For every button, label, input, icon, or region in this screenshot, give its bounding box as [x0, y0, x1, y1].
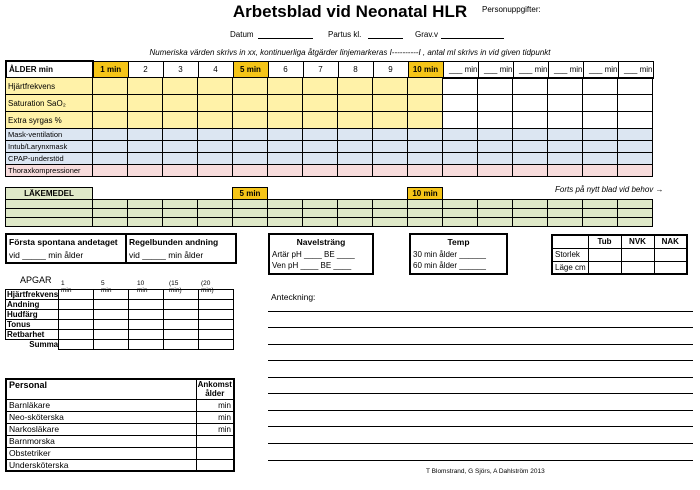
- medicine-cell[interactable]: [548, 209, 583, 218]
- apgar-row-label: Hudfärg: [6, 310, 59, 320]
- vital-cell[interactable]: [198, 112, 233, 129]
- intervention-cell[interactable]: [618, 129, 653, 141]
- intervention-cell[interactable]: [373, 141, 408, 153]
- col-3: 3: [163, 61, 198, 78]
- vital-cell[interactable]: [513, 95, 548, 112]
- apgar-cell[interactable]: [129, 290, 164, 300]
- vital-cell[interactable]: [408, 78, 443, 95]
- intervention-cell[interactable]: [373, 165, 408, 177]
- intervention-row-label: Intub/Larynxmask: [6, 141, 93, 153]
- note-line[interactable]: [268, 443, 693, 444]
- apgar-cell[interactable]: [94, 340, 129, 350]
- vital-cell[interactable]: [478, 78, 513, 95]
- vital-cell[interactable]: [198, 78, 233, 95]
- tube-header-nvk: NVK: [621, 235, 654, 248]
- intervention-cell[interactable]: [303, 129, 338, 141]
- first-breath-value[interactable]: vid _____ min ålder: [9, 250, 84, 260]
- medicine-name-cell[interactable]: [6, 209, 93, 218]
- vital-cell[interactable]: [548, 112, 583, 129]
- partus-label: Partus kl.: [328, 30, 362, 39]
- medicine-cell[interactable]: [443, 218, 478, 227]
- medicine-cell[interactable]: [268, 200, 303, 209]
- intervention-cell[interactable]: [618, 141, 653, 153]
- intervention-row-label: Mask-ventilation: [6, 129, 93, 141]
- vital-cell[interactable]: [163, 112, 198, 129]
- medicine-cell[interactable]: [338, 200, 373, 209]
- note-line[interactable]: [268, 393, 693, 394]
- medicine-cell[interactable]: [583, 209, 618, 218]
- personnel-arrival[interactable]: min: [196, 423, 234, 435]
- personnel-row[interactable]: Neo-sköterska: [6, 411, 196, 423]
- col-extra-4: ___ min: [548, 61, 583, 78]
- intervention-cell[interactable]: [268, 141, 303, 153]
- apgar-row-label: Summa: [29, 340, 59, 350]
- col-4: 4: [198, 61, 233, 78]
- apgar-row-label: Retbarhet: [6, 330, 59, 340]
- apgar-cell[interactable]: [94, 330, 129, 340]
- col-extra-1: ___ min: [443, 61, 478, 78]
- note-line[interactable]: [268, 344, 693, 345]
- personnel-arrival[interactable]: min: [196, 411, 234, 423]
- vital-cell[interactable]: [303, 78, 338, 95]
- note-line[interactable]: [268, 426, 693, 427]
- apgar-cell[interactable]: [164, 340, 199, 350]
- medicine-cell[interactable]: [198, 209, 233, 218]
- intervention-cell[interactable]: [93, 141, 128, 153]
- col-7: 7: [303, 61, 338, 78]
- apgar-col-label: (20 min): [201, 280, 214, 294]
- intervention-cell[interactable]: [128, 129, 163, 141]
- intervention-cell[interactable]: [338, 165, 373, 177]
- intervention-cell[interactable]: [443, 141, 478, 153]
- intervention-cell[interactable]: [303, 141, 338, 153]
- first-breath-title: Första spontana andetaget: [9, 237, 118, 247]
- main-grid-rows: [5, 77, 653, 177]
- medicine-cell[interactable]: [268, 218, 303, 227]
- apgar-cell[interactable]: [129, 310, 164, 320]
- vital-cell[interactable]: [373, 112, 408, 129]
- intervention-cell[interactable]: [513, 129, 548, 141]
- medicine-cell[interactable]: [163, 200, 198, 209]
- personnel-arrival[interactable]: [196, 459, 234, 471]
- apgar-cell[interactable]: [129, 300, 164, 310]
- medicine-cell[interactable]: [373, 218, 408, 227]
- medicine-cell[interactable]: [93, 200, 128, 209]
- medicine-10min-mark: 10 min: [408, 188, 443, 200]
- note-line[interactable]: [268, 311, 693, 312]
- temp-title: Temp: [447, 237, 470, 247]
- intervention-cell[interactable]: [408, 141, 443, 153]
- medicine-cell[interactable]: [373, 200, 408, 209]
- medicine-cell[interactable]: [373, 209, 408, 218]
- medicine-cell[interactable]: [408, 218, 443, 227]
- medicine-cell[interactable]: [618, 218, 653, 227]
- vital-cell[interactable]: [443, 95, 478, 112]
- vital-cell[interactable]: [233, 78, 268, 95]
- intervention-cell[interactable]: [478, 141, 513, 153]
- intervention-cell[interactable]: [408, 129, 443, 141]
- vital-cell[interactable]: [128, 112, 163, 129]
- col-2: 2: [128, 61, 163, 78]
- medicine-rows: [5, 199, 653, 227]
- intervention-cell[interactable]: [268, 129, 303, 141]
- personnel-arrival[interactable]: [196, 447, 234, 459]
- apgar-col-label: 10 min: [137, 280, 148, 294]
- col-1min: 1 min: [93, 61, 128, 78]
- medicine-cell[interactable]: [478, 209, 513, 218]
- apgar-cell[interactable]: [199, 290, 234, 300]
- intervention-cell[interactable]: [583, 129, 618, 141]
- vital-cell[interactable]: [163, 78, 198, 95]
- intervention-cell[interactable]: [373, 129, 408, 141]
- medicine-cell[interactable]: [478, 218, 513, 227]
- intervention-cell[interactable]: [93, 153, 128, 165]
- intervention-cell[interactable]: [548, 129, 583, 141]
- medicine-cell[interactable]: [303, 209, 338, 218]
- tube-header-nak: NAK: [654, 235, 687, 248]
- apgar-row-label: Tonus: [6, 320, 59, 330]
- medicine-cell[interactable]: [443, 200, 478, 209]
- note-line[interactable]: [268, 360, 693, 361]
- intervention-cell[interactable]: [128, 141, 163, 153]
- medicine-cell[interactable]: [443, 209, 478, 218]
- intervention-cell[interactable]: [198, 141, 233, 153]
- apgar-table: [5, 289, 234, 350]
- vital-cell[interactable]: [408, 95, 443, 112]
- navel-box: [268, 233, 374, 275]
- intervention-cell[interactable]: [478, 165, 513, 177]
- date-label: Datum: [230, 30, 254, 39]
- tube-row-size: Storlek: [552, 248, 588, 261]
- intervention-cell[interactable]: [338, 141, 373, 153]
- temp-60[interactable]: 60 min ålder ______: [413, 261, 486, 270]
- medicine-cell[interactable]: [128, 218, 163, 227]
- vital-cell[interactable]: [233, 112, 268, 129]
- vital-cell[interactable]: [93, 78, 128, 95]
- intervention-cell[interactable]: [478, 129, 513, 141]
- personnel-title: Personal: [6, 379, 196, 399]
- personnel-row[interactable]: Barnläkare: [6, 399, 196, 411]
- vital-cell[interactable]: [583, 78, 618, 95]
- apgar-cell[interactable]: [164, 320, 199, 330]
- vital-cell[interactable]: [408, 112, 443, 129]
- vital-cell[interactable]: [548, 95, 583, 112]
- vital-cell[interactable]: [583, 112, 618, 129]
- intervention-cell[interactable]: [513, 141, 548, 153]
- vital-cell[interactable]: [268, 95, 303, 112]
- col-5min: 5 min: [233, 61, 268, 78]
- vital-cell[interactable]: [338, 112, 373, 129]
- intervention-cell[interactable]: [198, 153, 233, 165]
- tube-cell[interactable]: [621, 261, 654, 274]
- continue-note: Forts på nytt blad vid behov →: [555, 185, 664, 194]
- partus-line[interactable]: [368, 38, 403, 39]
- vital-cell[interactable]: [268, 112, 303, 129]
- first-breath-box: [5, 233, 127, 264]
- medicine-cell[interactable]: [303, 200, 338, 209]
- intervention-row-label: CPAP-understöd: [6, 153, 93, 165]
- intervention-cell[interactable]: [513, 153, 548, 165]
- medicine-cell[interactable]: [408, 200, 443, 209]
- regular-breath-title: Regelbunden andning: [129, 237, 219, 247]
- intervention-cell[interactable]: [303, 165, 338, 177]
- navel-vein[interactable]: Ven pH ____ BE ____: [272, 261, 352, 270]
- intervention-cell[interactable]: [548, 153, 583, 165]
- intervention-cell[interactable]: [478, 153, 513, 165]
- grav-line[interactable]: [441, 38, 504, 39]
- vital-cell[interactable]: [268, 78, 303, 95]
- tube-cell[interactable]: [654, 248, 687, 261]
- medicine-cell[interactable]: [303, 218, 338, 227]
- medicine-cell[interactable]: [93, 209, 128, 218]
- intervention-cell[interactable]: [93, 165, 128, 177]
- medicine-cell[interactable]: [513, 200, 548, 209]
- personal-id-label: Personuppgifter:: [482, 5, 541, 14]
- medicine-cell[interactable]: [198, 200, 233, 209]
- apgar-cell[interactable]: [59, 310, 94, 320]
- apgar-cell[interactable]: [94, 310, 129, 320]
- tube-cell[interactable]: [654, 261, 687, 274]
- intervention-cell[interactable]: [338, 153, 373, 165]
- navel-title: Navelsträng: [296, 237, 346, 247]
- vital-cell[interactable]: [93, 95, 128, 112]
- personnel-row[interactable]: Narkosläkare: [6, 423, 196, 435]
- medicine-cell[interactable]: [338, 209, 373, 218]
- col-6: 6: [268, 61, 303, 78]
- medicine-cell[interactable]: [583, 200, 618, 209]
- apgar-row-label: Hjärtfrekvens: [7, 290, 59, 299]
- intervention-cell[interactable]: [583, 141, 618, 153]
- note-line[interactable]: [268, 327, 693, 328]
- intervention-cell[interactable]: [443, 129, 478, 141]
- regular-breath-box: [125, 233, 237, 264]
- intervention-cell[interactable]: [618, 165, 653, 177]
- apgar-cell[interactable]: [129, 340, 164, 350]
- intervention-cell[interactable]: [163, 153, 198, 165]
- apgar-cell[interactable]: [164, 310, 199, 320]
- col-extra-5: ___ min: [583, 61, 618, 78]
- apgar-cell[interactable]: [199, 310, 234, 320]
- vital-cell[interactable]: [478, 112, 513, 129]
- note-line[interactable]: [268, 410, 693, 411]
- medicine-cell[interactable]: [198, 218, 233, 227]
- medicine-cell[interactable]: [338, 218, 373, 227]
- vital-cell[interactable]: [303, 95, 338, 112]
- regular-breath-value[interactable]: vid _____ min ålder: [129, 250, 204, 260]
- intervention-cell[interactable]: [163, 129, 198, 141]
- tube-cell[interactable]: [621, 248, 654, 261]
- vital-cell[interactable]: [198, 95, 233, 112]
- intervention-cell[interactable]: [233, 165, 268, 177]
- medicine-cell[interactable]: [513, 218, 548, 227]
- medicine-cell[interactable]: [93, 218, 128, 227]
- intervention-cell[interactable]: [583, 165, 618, 177]
- apgar-cell[interactable]: [59, 300, 94, 310]
- intervention-cell[interactable]: [548, 141, 583, 153]
- apgar-cell[interactable]: [199, 300, 234, 310]
- medicine-5min-mark: 5 min: [233, 188, 268, 200]
- intervention-cell[interactable]: [198, 129, 233, 141]
- temp-box: [409, 233, 508, 275]
- apgar-cell[interactable]: [129, 330, 164, 340]
- apgar-cell[interactable]: [94, 320, 129, 330]
- vital-cell[interactable]: [478, 95, 513, 112]
- note-line[interactable]: [268, 377, 693, 378]
- apgar-cell[interactable]: [199, 340, 234, 350]
- vital-cell[interactable]: [163, 95, 198, 112]
- vital-cell[interactable]: [338, 95, 373, 112]
- intervention-cell[interactable]: [268, 165, 303, 177]
- intervention-cell[interactable]: [233, 129, 268, 141]
- vital-cell[interactable]: [128, 95, 163, 112]
- vital-cell[interactable]: [443, 112, 478, 129]
- intervention-cell[interactable]: [443, 153, 478, 165]
- apgar-cell[interactable]: [59, 290, 94, 300]
- vital-cell[interactable]: [338, 78, 373, 95]
- intervention-cell[interactable]: [233, 141, 268, 153]
- personnel-table: [5, 378, 235, 472]
- medicine-header: LÄKEMEDEL: [6, 188, 93, 200]
- col-extra-6: ___ min: [618, 61, 653, 78]
- medicine-cell[interactable]: [128, 200, 163, 209]
- medicine-cell[interactable]: [128, 209, 163, 218]
- vital-row-label: Saturation SaO₂: [6, 95, 93, 112]
- medicine-cell[interactable]: [548, 218, 583, 227]
- vital-cell[interactable]: [513, 78, 548, 95]
- instructions-note: Numeriska värden skrivs in xx, kontinuerliga åtgärder linjemarkeras I----------I , antal ml skrivs in vid given tidpunkt: [149, 48, 551, 57]
- apgar-cell[interactable]: [59, 320, 94, 330]
- medicine-cell[interactable]: [408, 209, 443, 218]
- medicine-cell[interactable]: [233, 209, 268, 218]
- apgar-cell[interactable]: [199, 320, 234, 330]
- personnel-row[interactable]: Undersköterska: [6, 459, 196, 471]
- vital-cell[interactable]: [513, 112, 548, 129]
- intervention-cell[interactable]: [583, 153, 618, 165]
- medicine-cell[interactable]: [233, 200, 268, 209]
- col-extra-3: ___ min: [513, 61, 548, 78]
- intervention-cell[interactable]: [93, 129, 128, 141]
- medicine-cell[interactable]: [618, 209, 653, 218]
- apgar-cell[interactable]: [164, 330, 199, 340]
- arrival-label: Ankomst ålder: [196, 379, 234, 399]
- col-10min: 10 min: [408, 61, 443, 78]
- col-extra-2: ___ min: [478, 61, 513, 78]
- temp-30[interactable]: 30 min ålder ______: [413, 250, 486, 259]
- vital-cell[interactable]: [443, 78, 478, 95]
- notes-label: Anteckning:: [271, 292, 316, 302]
- medicine-cell[interactable]: [478, 200, 513, 209]
- footer-credit: T Blomstrand, G Sjörs, A Dahlström 2013: [426, 468, 545, 475]
- intervention-cell[interactable]: [373, 153, 408, 165]
- intervention-cell[interactable]: [618, 153, 653, 165]
- apgar-row-label: Andning: [6, 300, 59, 310]
- intervention-cell[interactable]: [198, 165, 233, 177]
- apgar-cell[interactable]: [94, 300, 129, 310]
- apgar-title: APGAR: [20, 275, 52, 285]
- tube-cell[interactable]: [588, 261, 621, 274]
- personnel-arrival[interactable]: min: [196, 399, 234, 411]
- vital-cell[interactable]: [618, 112, 653, 129]
- intervention-cell[interactable]: [408, 153, 443, 165]
- apgar-cell[interactable]: [94, 290, 129, 300]
- apgar-cell[interactable]: [129, 320, 164, 330]
- intervention-cell[interactable]: [163, 165, 198, 177]
- tube-row-position: Läge cm: [552, 261, 588, 274]
- intervention-cell[interactable]: [408, 165, 443, 177]
- intervention-cell[interactable]: [338, 129, 373, 141]
- medicine-cell[interactable]: [548, 200, 583, 209]
- apgar-cell[interactable]: [164, 300, 199, 310]
- personnel-row[interactable]: Barnmorska: [6, 435, 196, 447]
- page-title: Arbetsblad vid Neonatal HLR: [232, 2, 468, 21]
- tube-cell[interactable]: [588, 248, 621, 261]
- vital-cell[interactable]: [93, 112, 128, 129]
- medicine-cell[interactable]: [163, 209, 198, 218]
- vital-cell[interactable]: [373, 95, 408, 112]
- apgar-cell[interactable]: [59, 340, 94, 350]
- vital-cell[interactable]: [128, 78, 163, 95]
- note-line[interactable]: [268, 460, 693, 461]
- vital-cell[interactable]: [233, 95, 268, 112]
- intervention-cell[interactable]: [303, 153, 338, 165]
- col-8: 8: [338, 61, 373, 78]
- medicine-cell[interactable]: [163, 218, 198, 227]
- vital-cell[interactable]: [618, 78, 653, 95]
- vital-cell[interactable]: [618, 95, 653, 112]
- medicine-cell[interactable]: [583, 218, 618, 227]
- age-header: ÅLDER min: [6, 61, 93, 78]
- medicine-cell[interactable]: [268, 209, 303, 218]
- date-line[interactable]: [258, 38, 313, 39]
- apgar-col-label: (15 min): [169, 280, 182, 294]
- medicine-cell[interactable]: [618, 200, 653, 209]
- grav-label: Grav.v: [415, 30, 438, 39]
- vital-cell[interactable]: [583, 95, 618, 112]
- medicine-cell[interactable]: [513, 209, 548, 218]
- apgar-cell[interactable]: [59, 330, 94, 340]
- vital-cell[interactable]: [548, 78, 583, 95]
- intervention-cell[interactable]: [128, 153, 163, 165]
- intervention-cell[interactable]: [443, 165, 478, 177]
- intervention-cell[interactable]: [163, 141, 198, 153]
- intervention-cell[interactable]: [233, 153, 268, 165]
- tube-header-tub: Tub: [588, 235, 621, 248]
- intervention-cell[interactable]: [128, 165, 163, 177]
- personnel-row[interactable]: Obstetriker: [6, 447, 196, 459]
- intervention-cell[interactable]: [548, 165, 583, 177]
- apgar-col-label: 5 min: [101, 280, 112, 294]
- navel-artery[interactable]: Artär pH ____ BE ____: [272, 250, 355, 259]
- col-9: 9: [373, 61, 408, 78]
- medicine-name-cell[interactable]: [6, 218, 93, 227]
- medicine-cell[interactable]: [233, 218, 268, 227]
- apgar-col-label: 1 min: [61, 280, 72, 294]
- personnel-arrival[interactable]: [196, 435, 234, 447]
- tube-table: [551, 234, 688, 275]
- intervention-cell[interactable]: [268, 153, 303, 165]
- vital-row-label: Hjärtfrekvens: [6, 78, 93, 95]
- apgar-cell[interactable]: [164, 290, 199, 300]
- intervention-row-label: Thoraxkompressioner: [6, 165, 93, 177]
- intervention-cell[interactable]: [513, 165, 548, 177]
- apgar-cell[interactable]: [199, 330, 234, 340]
- vital-row-label: Extra syrgas %: [6, 112, 93, 129]
- vital-cell[interactable]: [373, 78, 408, 95]
- medicine-name-cell[interactable]: [6, 200, 93, 209]
- vital-cell[interactable]: [303, 112, 338, 129]
